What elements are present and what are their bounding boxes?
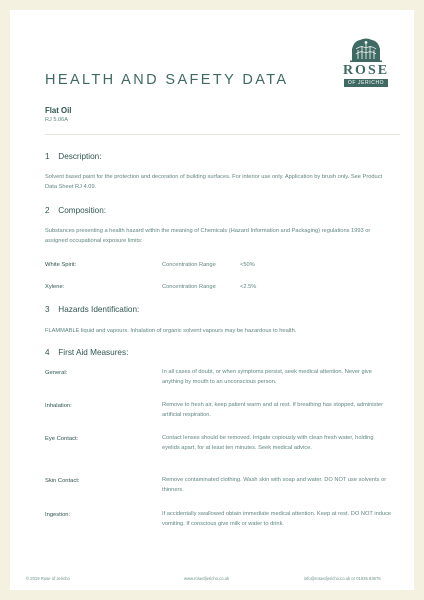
substance-name: Xylene:: [45, 284, 65, 290]
section-heading-first-aid: [45, 348, 128, 357]
first-aid-label-eye-contact: Eye Contact:: [45, 436, 79, 442]
footer-contact-link[interactable]: info@roseofjericho.co.uk or 01935 83676: [304, 576, 381, 581]
concentration-label: Concentration Range: [162, 262, 216, 268]
section-number: 4: [45, 348, 50, 357]
section-number: 1: [45, 152, 50, 161]
first-aid-label-skin-contact: Skin Contact:: [45, 478, 80, 484]
first-aid-label-inhalation: Inhalation:: [45, 403, 72, 409]
first-aid-text-eye-contact: Contact lenses should be removed. Irrigate copiously with clean fresh water, holding eyelids apart, for at least ten minutes. Seek medical advice.: [162, 435, 374, 451]
composition-text: Substances presenting a health hazard within the meaning of Chemicals (Hazard Information and Packaging) regulations 1993 or assigned occupational exposure limits:: [45, 228, 371, 244]
section-title: Composition:: [58, 206, 107, 215]
header-divider: [45, 134, 400, 135]
logo-subtitle: OF JERICHO: [344, 79, 388, 87]
rose-emblem-icon: [348, 37, 384, 63]
logo-wordmark: ROSE: [342, 63, 390, 78]
page-title: HEALTH AND SAFETY DATA: [45, 72, 289, 88]
first-aid-text-inhalation: Remove to fresh air, keep patient warm and at rest. If breathing has stopped, administer artificial respiration.: [162, 402, 383, 418]
first-aid-text-general: In all cases of doubt, or when symptoms persist, seek medical attention. Never give anything by mouth to an unconscious person.: [162, 369, 372, 385]
section-title: Hazards Identification:: [58, 305, 140, 314]
product-name: Flat Oil: [45, 106, 72, 115]
section-title: Description:: [58, 152, 102, 161]
rose-of-jericho-logo: [342, 37, 390, 93]
section-heading-description: [45, 152, 102, 161]
section-title: First Aid Measures:: [58, 348, 129, 357]
section-number: 3: [45, 305, 50, 314]
substance-name: White Spirit:: [45, 262, 77, 268]
concentration-value: <2.5%: [240, 284, 257, 290]
concentration-value: <50%: [240, 262, 255, 268]
footer-copyright: © 2019 Rose of Jericho: [26, 576, 70, 581]
section-heading-composition: [45, 206, 106, 215]
document-page: [10, 10, 414, 590]
first-aid-text-skin-contact: Remove contaminated clothing. Wash skin with soap and water. DO NOT use solvents or thinners.: [162, 477, 387, 493]
concentration-label: Concentration Range: [162, 284, 216, 290]
first-aid-label-general: General:: [45, 370, 68, 376]
hazards-text: FLAMMABLE liquid and vapours. Inhalation of organic solvent vapours may be hazardous to health.: [45, 328, 297, 334]
product-reference: RJ 5.06A: [45, 117, 69, 123]
section-number: 2: [45, 206, 50, 215]
section-heading-hazards: [45, 305, 139, 314]
footer-website-link[interactable]: www.roseofjericho.co.uk: [184, 576, 230, 581]
first-aid-label-ingestion: Ingestion:: [45, 512, 71, 518]
description-text: Solvent based paint for the protection and decoration of building surfaces. For interior use only. Application by brush only. See Product Data Sheet RJ 4.09.: [45, 174, 383, 190]
first-aid-text-ingestion: If accidentally swallowed obtain immediate medical attention. Keep at rest. DO NOT induce vomiting. If conscious give milk or water to drink.: [162, 511, 392, 527]
